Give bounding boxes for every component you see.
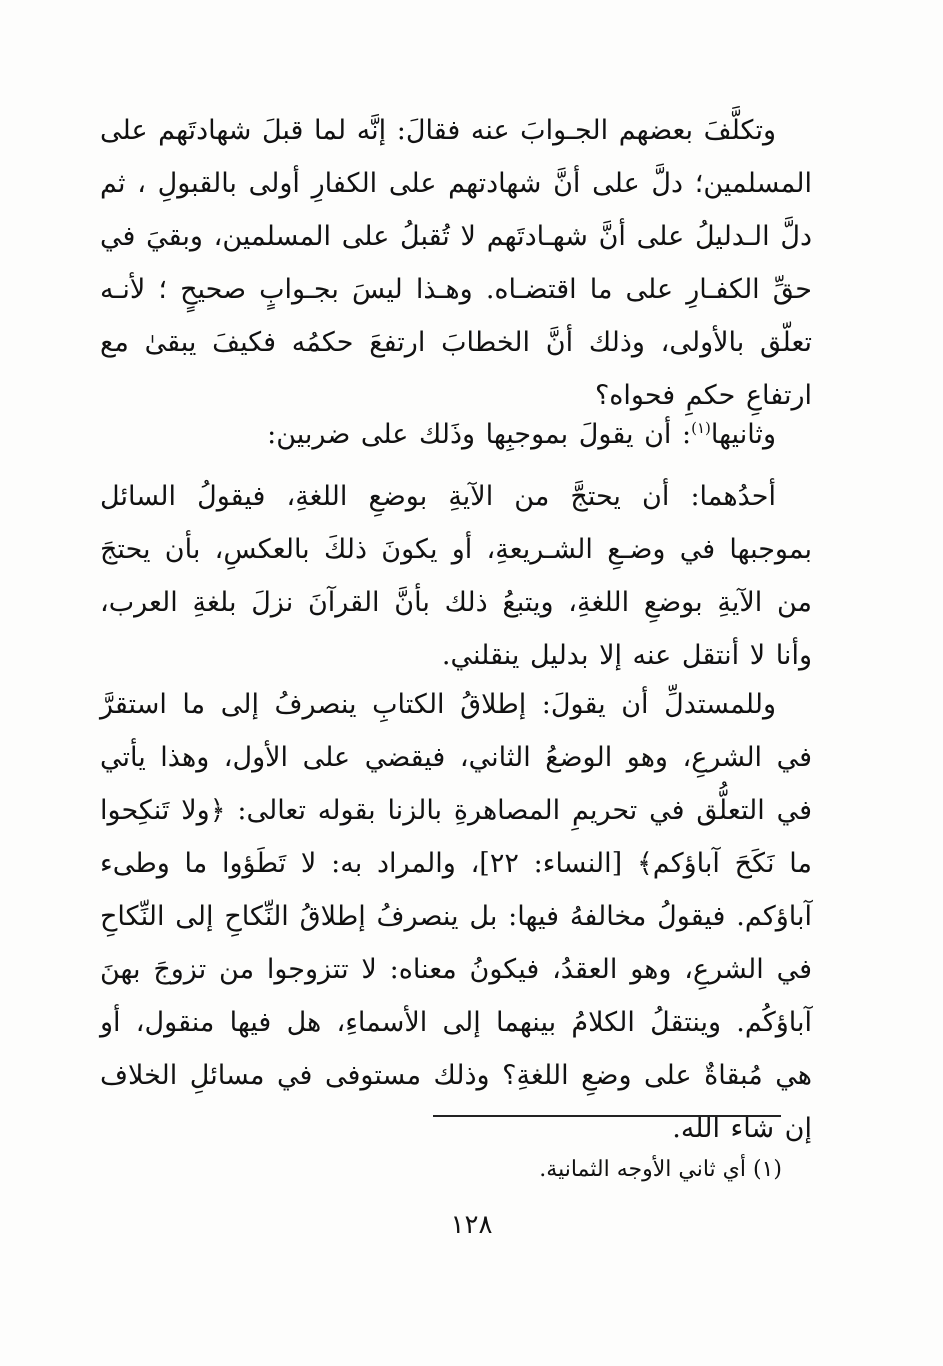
paragraph-2-rest: : أن يقولَ بموجبِها وذَلك على ضربين:	[267, 419, 692, 450]
paragraph-2-lead: وثانيها	[710, 419, 776, 450]
page-number: ١٢٨	[450, 1210, 493, 1240]
paragraph-3: أحدُهما: أن يحتجَّ من الآيةِ بوضعِ اللغةِ، فيقولُ السائل بموجبها في وضـعِ الشـريعةِ، أو يكونَ ذلكَ بالعكسِ، بأن يحتجَ من الآيةِ بوضعِ اللغةِ، ويتبعُ ذلك بأنَّ القرآنَ نزلَ بلغةِ العرب، وأنا لا أنتقل عنه إلا بدليل ينقلني.	[100, 481, 812, 671]
paragraph-2	[100, 408, 812, 461]
footnote-divider	[433, 1115, 781, 1117]
paragraph-1: وتكلَّفَ بعضهم الجـوابَ عنه فقالَ: إنَّه لما قبلَ شهادتَهم على المسلمين؛ دلَّ على أنَّ شهادتهم على الكفارِ أولى بالقبولِ ، ثم دلَّ الـدليلُ على أنَّ شهـادتَهم لا تُقبلُ على المسلمين، وبقيَ في حقِّ الكفـارِ على ما اقتضـاه. وهـذا ليسَ بجـوابٍ صحيحٍ ؛ لأنـه تعلّق بالأولى، وذلك أنَّ الخطابَ ارتفعَ حكمُه فكيفَ يبقىٰ مع ارتفاعِ حكمِ فحواه؟	[100, 115, 812, 411]
footnote-reference: (١)	[691, 419, 711, 437]
paragraph-4: وللمستدلِّ أن يقولَ: إطلاقُ الكتابِ ينصرفُ إلى ما استقرَّ في الشرعِ، وهو الوضعُ الثاني، فيقضي على الأول، وهذا يأتي في التعلُّق في تحريمِ المصاهرةِ بالزنا بقوله تعالى: ﴿ولا تَنكِحوا ما نَكَحَ آباؤكم﴾ [النساء: ٢٢]، والمراد به: لا تَطَؤوا ما وطىء آباؤكم. فيقولُ مخالفهُ فيها: بل ينصرفُ إطلاقُ النِّكاحِ إلى النِّكاحِ في الشرعِ، وهو العقدُ، فيكونُ معناه: لا تتزوجوا من تزوجَ بهنَ آباؤكُم. وينتقلُ الكلامُ بينهما إلى الأسماءِ، هل فيها منقول، أو هي مُبقاةٌ على وضعِ اللغةِ؟ وذلك مستوفى في مسائلِ الخلاف إن شاء الله.	[100, 689, 812, 1144]
footnote: (١) أي ثاني الأوجه الثمانية.	[539, 1157, 782, 1182]
